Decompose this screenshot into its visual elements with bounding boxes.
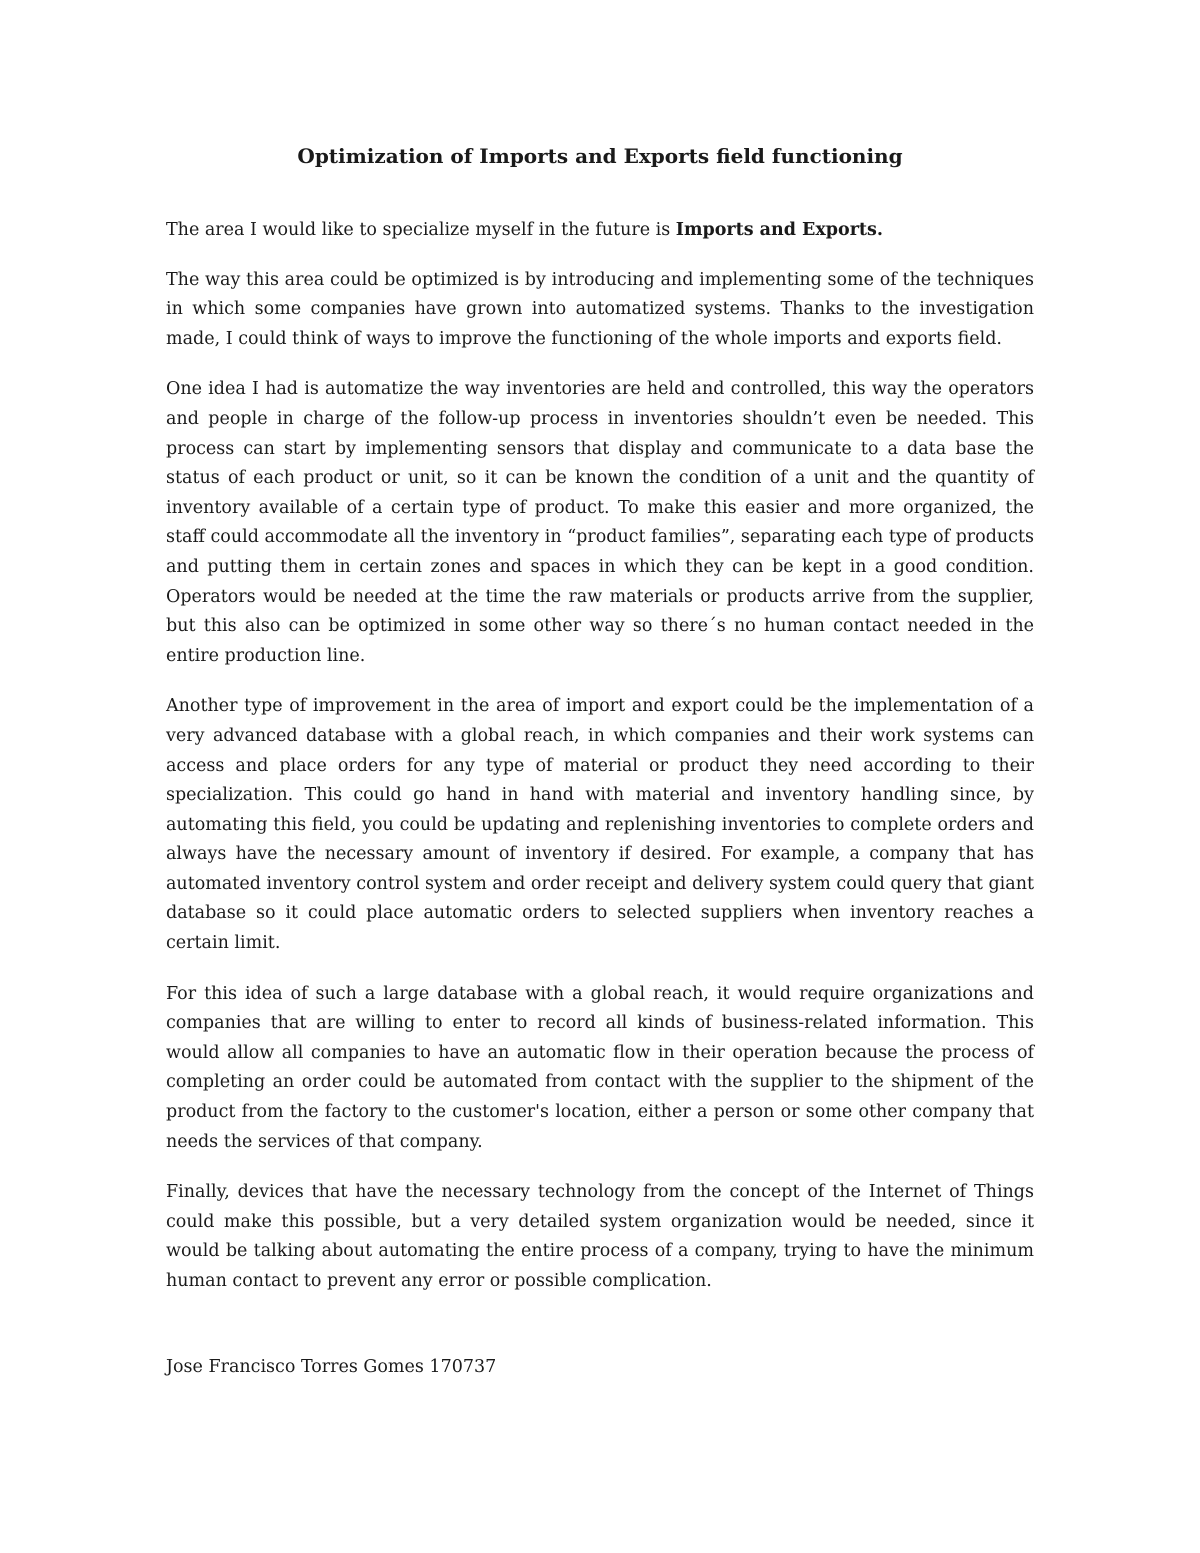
paragraph-optimization: The way this area could be optimized is by introducing and implementing some of the techniques in which some companies have grown into automatized systems. Thanks to the investigation made, I could think of ways to improve the functioning of the whole imports and exports field. (166, 269, 1034, 349)
intro-bold-text: Imports and Exports. (675, 220, 883, 240)
paragraph-database-requirements: For this idea of such a large database with a global reach, it would require organizations and companies that are willing to enter to record all kinds of business-related information. This would allow all companies to have an automatic flow in their operation because the process of completing an order could be automated from contact with the supplier to the shipment of the product from the factory to the customer's location, either a person or some other company that needs the services of that company. (166, 983, 1034, 1152)
author-signature: Jose Francisco Torres Gomes 170737 (166, 1356, 497, 1377)
paragraph-inventory-automation: One idea I had is automatize the way inventories are held and controlled, this way the operators and people in charge of the follow-up process in inventories shouldn’t even be needed. This process can start by implementing sensors that display and communicate to a data base the status of each product or unit, so it can be known the condition of a unit and the quantity of inventory available of a certain type of product. To make this easier and more organized, the staff could accommodate all the inventory in “product families”, separating each type of products and putting them in certain zones and spaces in which they can be kept in a good condition. Operators would be needed at the time the raw materials or products arrive from the supplier, but this also can be optimized in some other way so there´s no human contact needed in the entire production line. (166, 379, 1034, 666)
intro-text: The area I would like to specialize myself in the future is (166, 220, 676, 240)
paragraph-conclusion: Finally, devices that have the necessary technology from the concept of the Internet of Things could make this possible, but a very detailed system organization would be needed, since it would be talking about automating the entire process of a company, trying to have the minimum human contact to prevent any error or possible complication. (166, 1182, 1034, 1291)
paragraph-global-database: Another type of improvement in the area of import and export could be the implementation of a very advanced database with a global reach, in which companies and their work systems can access and place orders for any type of material or product they need according to their specialization. This could go hand in hand with material and inventory handling since, by automating this field, you could be updating and replenishing inventories to complete orders and always have the necessary amount of inventory if desired. For example, a company that has automated inventory control system and order receipt and delivery system could query that giant database so it could place automatic orders to selected suppliers when inventory reaches a certain limit. (166, 696, 1034, 954)
intro-paragraph (166, 216, 1034, 246)
document-title: Optimization of Imports and Exports field functioning (297, 144, 903, 168)
document-body (166, 138, 1034, 1382)
